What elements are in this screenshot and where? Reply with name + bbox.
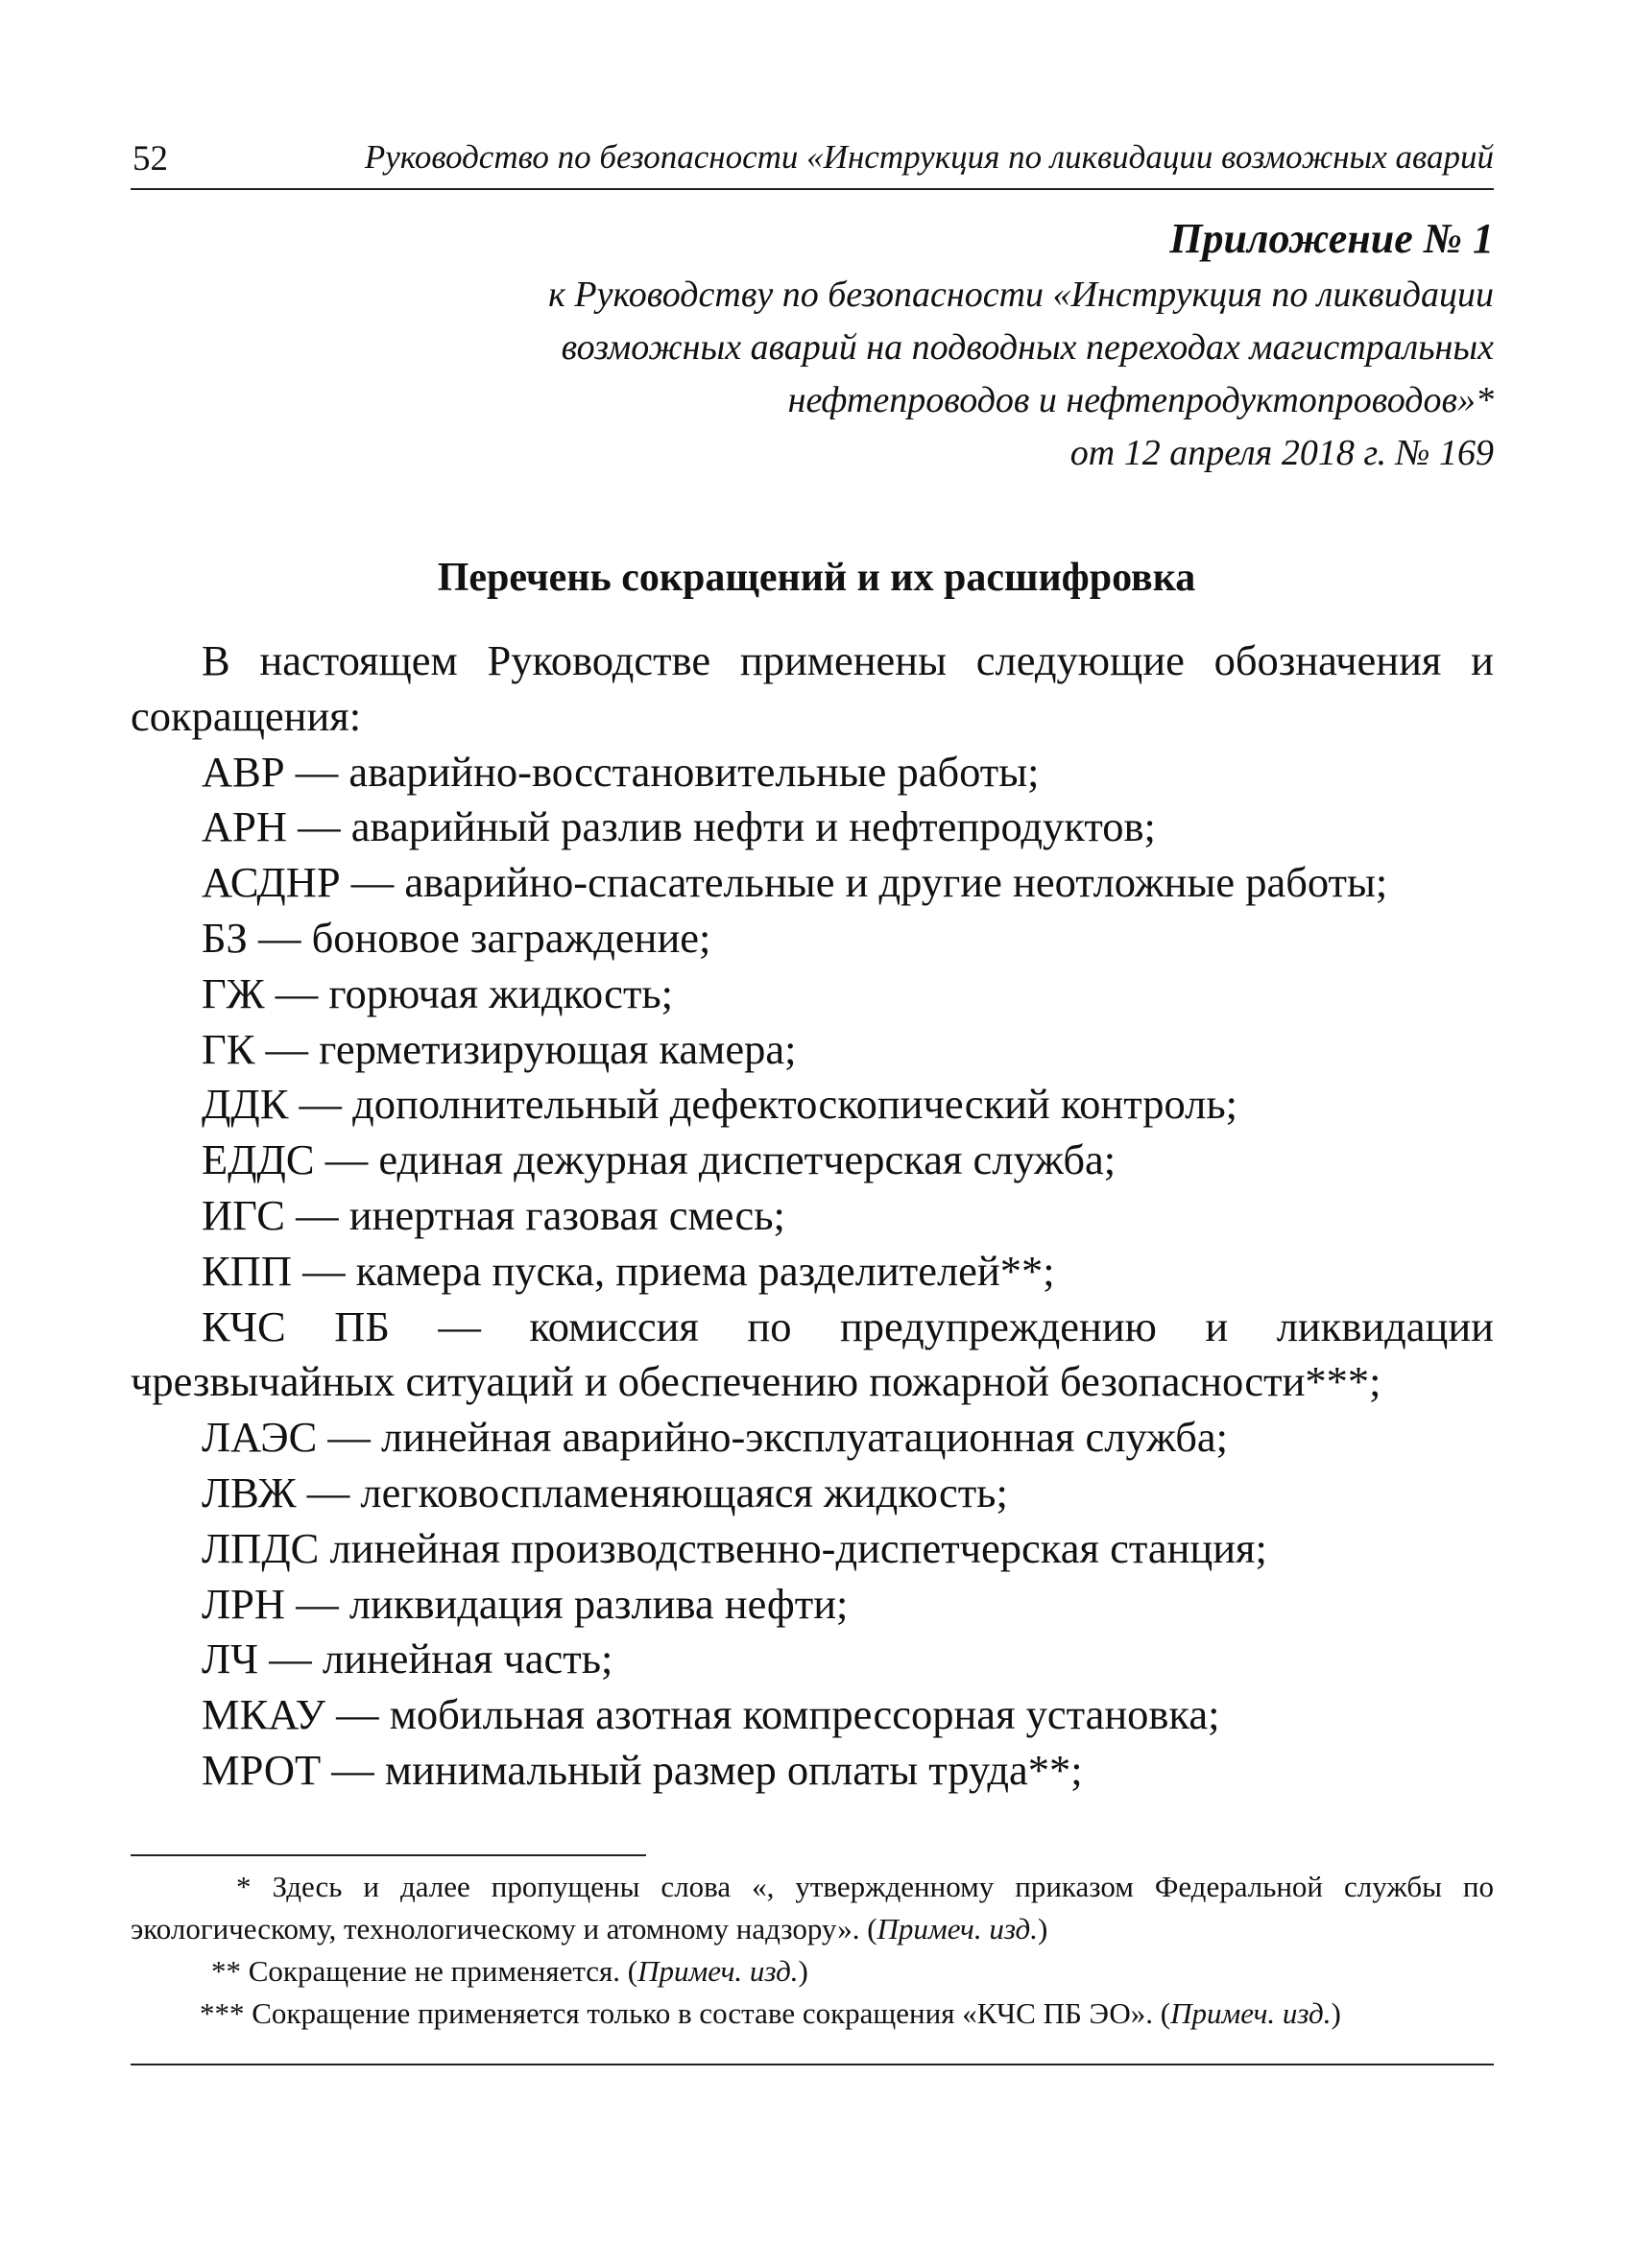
appendix-line: возможных аварий на подводных переходах магистральных bbox=[561, 327, 1494, 368]
body-text bbox=[131, 633, 1494, 1799]
abbreviation-item: ЛПДС линейная производственно-диспетчерская станция; bbox=[202, 1523, 1267, 1572]
footnote-close-paren: ) bbox=[1037, 1912, 1048, 1946]
footnote-3-note: Примеч. изд. bbox=[1170, 1996, 1332, 2030]
abbreviation-item: ГК — герметизирующая камера; bbox=[202, 1024, 797, 1073]
abbreviation-item: ИГС — инертная газовая смесь; bbox=[202, 1190, 785, 1239]
running-header bbox=[131, 131, 1494, 190]
page-number: 52 bbox=[132, 139, 168, 179]
appendix-line: от 12 апреля 2018 г. № 169 bbox=[1069, 433, 1494, 473]
appendix-block bbox=[548, 209, 1494, 480]
footnote-2-text: ** Сокращение не применяется. ( bbox=[211, 1954, 638, 1988]
abbreviation-item: МКАУ — мобильная азотная компрессорная установка; bbox=[202, 1690, 1220, 1739]
abbreviation-item: КПП — камера пуска, приема разделителей**; bbox=[202, 1246, 1055, 1295]
abbreviation-item: ЛЧ — линейная часть; bbox=[202, 1635, 613, 1683]
footnote-3 bbox=[131, 1993, 1494, 2035]
footnote-close-paren: ) bbox=[798, 1954, 808, 1988]
abbreviation-item: АВР — аварийно-восстановительные работы; bbox=[202, 747, 1040, 796]
abbreviation-item: ДДК — дополнительный дефектоскопический контроль; bbox=[202, 1080, 1238, 1129]
abbreviation-item: БЗ — боновое заграждение; bbox=[202, 913, 711, 962]
footnote-close-paren: ) bbox=[1331, 1996, 1341, 2030]
footnote-3-text: *** Сокращение применяется только в составе сокращения «КЧС ПБ ЭО». ( bbox=[200, 1996, 1171, 2030]
bottom-divider bbox=[131, 2064, 1494, 2065]
abbreviation-item: МРОТ — минимальный размер оплаты труда**; bbox=[202, 1745, 1083, 1794]
footnote-1 bbox=[131, 1866, 1494, 1950]
footnotes bbox=[131, 1866, 1494, 2035]
abbreviation-item: КЧС ПБ — комиссия по предупреждению и ликвидации чрезвычайных ситуаций и обеспечению пожарной безопасности***; bbox=[131, 1301, 1494, 1406]
appendix-title: Приложение № 1 bbox=[1169, 215, 1494, 262]
footnote-divider bbox=[131, 1854, 646, 1856]
abbreviation-item: АСДНР — аварийно-спасательные и другие неотложные работы; bbox=[202, 858, 1388, 907]
abbreviation-item: ЕДДС — единая дежурная диспетчерская служба; bbox=[202, 1135, 1117, 1184]
appendix-line: к Руководству по безопасности «Инструкция по ликвидации bbox=[548, 275, 1494, 315]
abbreviation-item: АРН — аварийный разлив нефти и нефтепродуктов; bbox=[202, 802, 1156, 851]
abbreviation-item: ЛВЖ — легковоспламеняющаяся жидкость; bbox=[202, 1468, 1008, 1516]
footnote-2 bbox=[131, 1950, 1494, 1993]
abbreviation-item: ЛРН — ликвидация разлива нефти; bbox=[202, 1579, 849, 1628]
appendix-line: нефтепроводов и нефтепродуктопроводов»* bbox=[787, 380, 1494, 420]
footnote-1-note: Примеч. изд. bbox=[877, 1912, 1038, 1946]
abbreviation-item: ЛАЭС — линейная аварийно-эксплуатационная служба; bbox=[202, 1413, 1229, 1462]
section-title: Перечень сокращений и их расшифровка bbox=[437, 556, 1196, 600]
intro-paragraph: В настоящем Руководстве применены следующие обозначения и сокращения: bbox=[131, 636, 1494, 740]
footnote-1-text: * Здесь и далее пропущены слова «, утвержденному приказом Федеральной службы по экологическому, технологическому и атомному надзору». ( bbox=[131, 1870, 1494, 1946]
running-title: Руководство по безопасности «Инструкция по ликвидации возможных аварий bbox=[364, 138, 1494, 176]
footnote-2-note: Примеч. изд. bbox=[637, 1954, 799, 1988]
abbreviation-item: ГЖ — горючая жидкость; bbox=[202, 968, 674, 1017]
